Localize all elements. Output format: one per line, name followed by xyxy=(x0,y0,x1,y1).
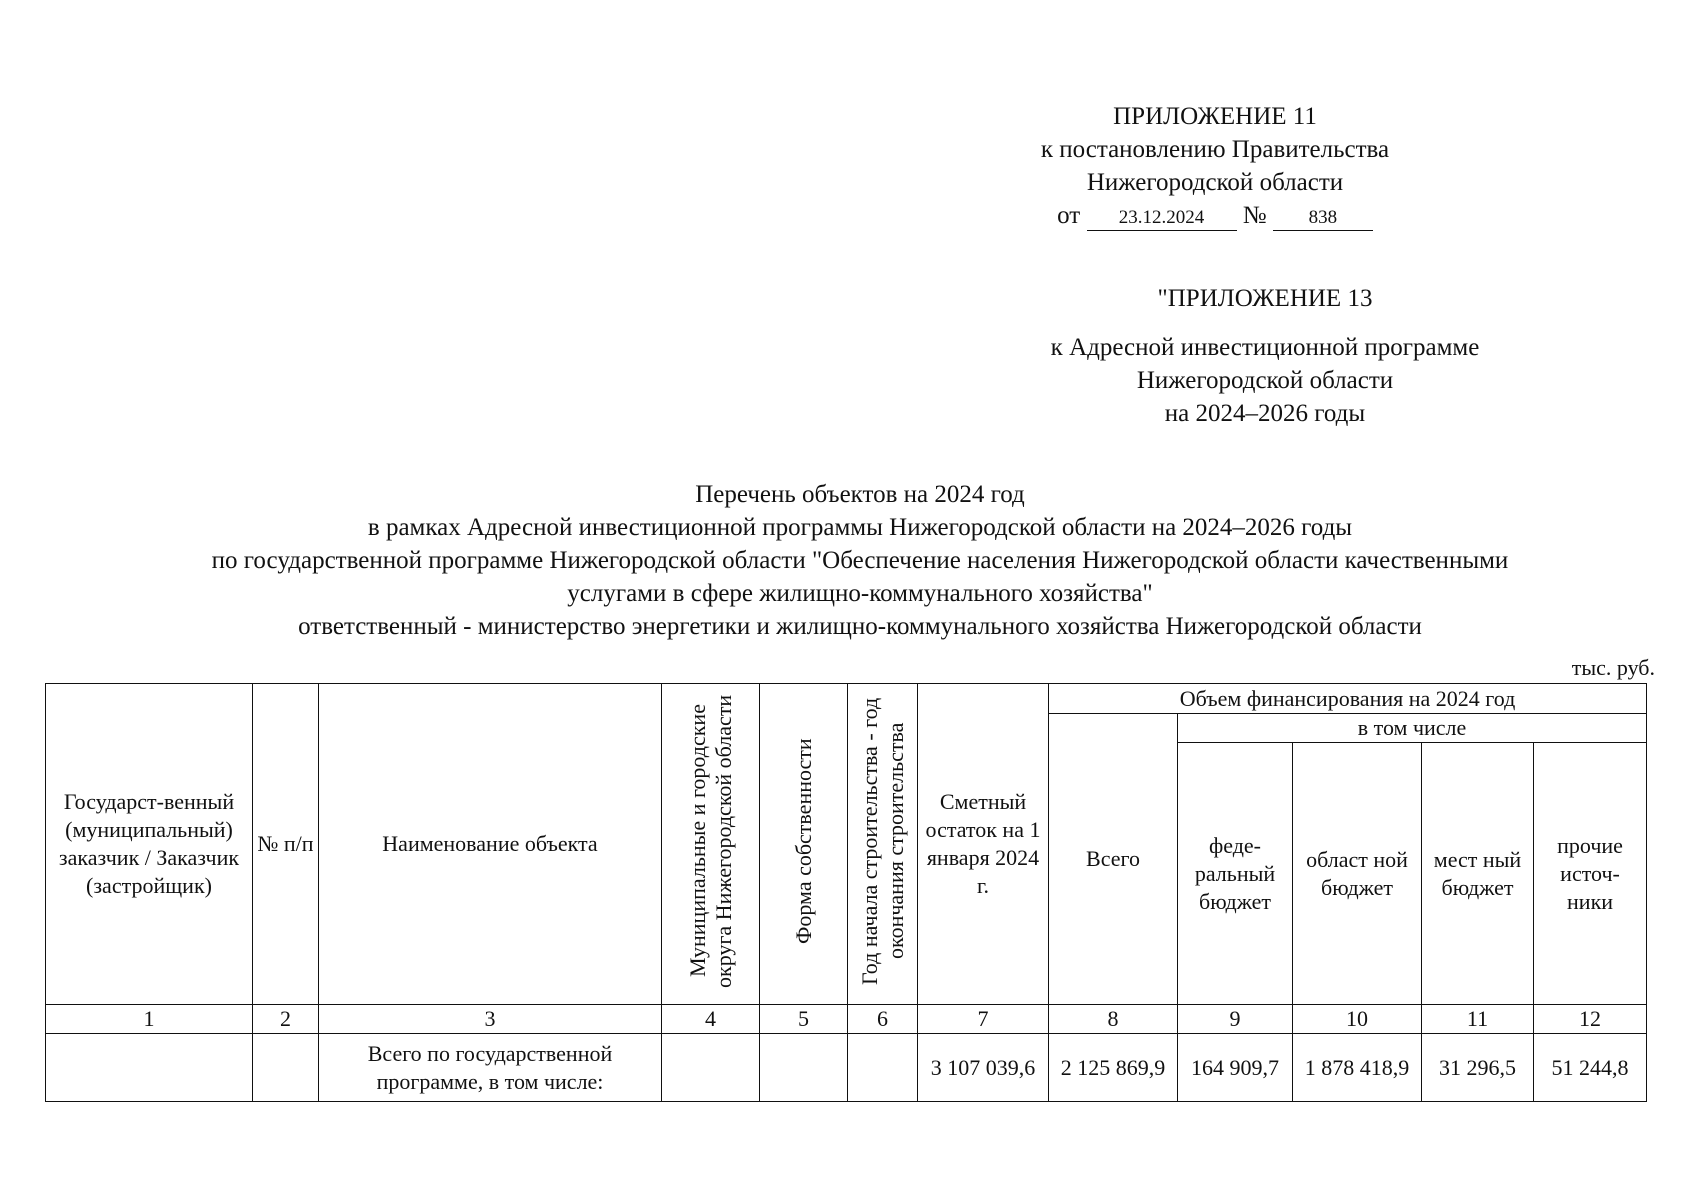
header-municipality-text: Муниципальные и городские округа Нижегородской области xyxy=(684,693,736,988)
header-object-name: Наименование объекта xyxy=(319,684,662,1005)
objects-table xyxy=(45,683,1647,1102)
row-years xyxy=(848,1034,918,1102)
heading-line5: ответственный - министерство энергетики и жилищно-коммунального хозяйства Нижегородской области xyxy=(298,613,1422,640)
column-number: 11 xyxy=(1422,1005,1534,1034)
appendix-13-line3: на 2024–2026 годы xyxy=(1164,400,1366,427)
row-regional: 1 878 418,9 xyxy=(1293,1034,1422,1102)
column-number: 5 xyxy=(760,1005,848,1034)
column-number: 6 xyxy=(848,1005,918,1034)
column-number: 4 xyxy=(662,1005,760,1034)
row-municipality xyxy=(662,1034,760,1102)
appendix-11-title: ПРИЛОЖЕНИЕ 11 xyxy=(1113,103,1317,130)
heading-line4: услугами в сфере жилищно-коммунального хозяйства" xyxy=(567,580,1153,607)
appendix-11-line1: к постановлению Правительства xyxy=(1040,136,1390,163)
header-financing: Объем финансирования на 2024 год xyxy=(1049,684,1647,714)
row-estimate: 3 107 039,6 xyxy=(918,1034,1049,1102)
appendix-13-title: "ПРИЛОЖЕНИЕ 13 xyxy=(1157,285,1373,312)
column-number: 12 xyxy=(1534,1005,1647,1034)
row-number xyxy=(253,1034,319,1102)
column-number: 1 xyxy=(46,1005,253,1034)
column-number: 3 xyxy=(319,1005,662,1034)
column-number: 8 xyxy=(1049,1005,1178,1034)
number-label: № xyxy=(1242,202,1267,229)
row-customer xyxy=(46,1034,253,1102)
table-row xyxy=(46,1034,1647,1102)
row-total: 2 125 869,9 xyxy=(1049,1034,1178,1102)
header-row-1 xyxy=(46,684,1647,714)
row-object-name: Всего по государственной программе, в том числе: xyxy=(319,1034,662,1102)
header-customer: Государст-венный (муниципальный) заказчик / Заказчик (застройщик) xyxy=(46,684,253,1005)
from-label: от xyxy=(1057,202,1081,229)
resolution-number: 838 xyxy=(1273,206,1373,231)
header-years-text: Год начала строительства - год окончания строительства xyxy=(856,696,908,985)
appendix-13-line1: к Адресной инвестиционной программе xyxy=(1050,334,1480,361)
header-federal: феде-ральный бюджет xyxy=(1178,743,1293,1005)
appendix-11-date-line xyxy=(1030,199,1400,232)
appendix-13-block xyxy=(1000,282,1530,430)
header-other: прочие источ-ники xyxy=(1534,743,1647,1005)
header-total: Всего xyxy=(1049,714,1178,1005)
header-regional: област ной бюджет xyxy=(1293,743,1422,1005)
header-number: № п/п xyxy=(253,684,319,1005)
header-ownership-text: Форма собственности xyxy=(790,737,816,944)
row-other: 51 244,8 xyxy=(1534,1034,1647,1102)
heading-line1: Перечень объектов на 2024 год xyxy=(695,481,1025,508)
units-label: тыс. руб. xyxy=(1571,655,1655,680)
heading-line2: в рамках Адресной инвестиционной программы Нижегородской области на 2024–2026 годы xyxy=(367,514,1353,541)
header-including: в том числе xyxy=(1178,714,1647,743)
column-number: 2 xyxy=(253,1005,319,1034)
column-numbers-row xyxy=(46,1005,1647,1034)
header-local: мест ный бюджет xyxy=(1422,743,1534,1005)
column-number: 9 xyxy=(1178,1005,1293,1034)
header-estimate: Сметный остаток на 1 января 2024 г. xyxy=(918,684,1049,1005)
appendix-13-line2: Нижегородской области xyxy=(1136,367,1394,394)
appendix-11-block xyxy=(1030,100,1400,232)
document-heading xyxy=(60,478,1660,643)
heading-line3: по государственной программе Нижегородской области "Обеспечение населения Нижегородской области качественными xyxy=(211,547,1509,574)
header-municipality xyxy=(662,684,760,1005)
column-number: 10 xyxy=(1293,1005,1422,1034)
header-ownership xyxy=(760,684,848,1005)
row-local: 31 296,5 xyxy=(1422,1034,1534,1102)
resolution-date: 23.12.2024 xyxy=(1087,206,1237,231)
appendix-11-line2: Нижегородской области xyxy=(1086,169,1344,196)
header-years xyxy=(848,684,918,1005)
row-federal: 164 909,7 xyxy=(1178,1034,1293,1102)
column-number: 7 xyxy=(918,1005,1049,1034)
row-ownership xyxy=(760,1034,848,1102)
